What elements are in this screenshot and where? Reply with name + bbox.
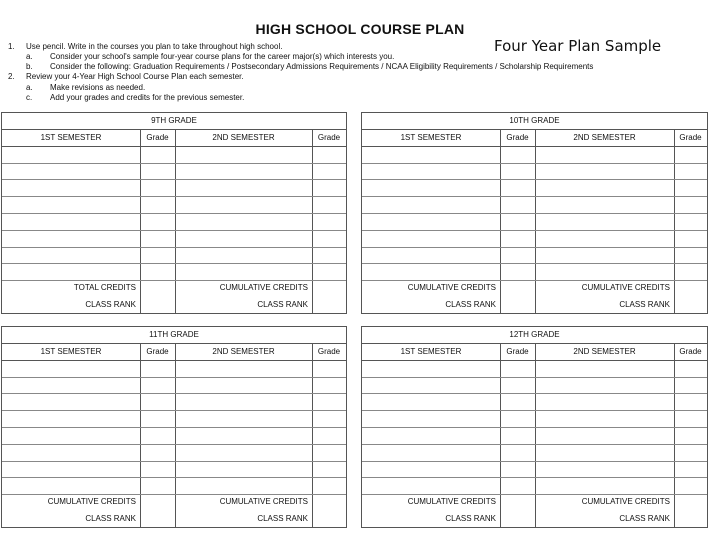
footer-credits-right: CUMULATIVE CREDITS xyxy=(581,283,670,292)
column-divider xyxy=(140,343,141,527)
course-entry-row[interactable] xyxy=(362,263,707,264)
grade-grid-g9 xyxy=(1,112,347,314)
footer-rank-right: CLASS RANK xyxy=(619,514,670,523)
footer-credits-right: CUMULATIVE CREDITS xyxy=(219,497,308,506)
grade-grid-g12 xyxy=(361,326,708,528)
course-entry-row[interactable] xyxy=(362,477,707,478)
column-divider xyxy=(674,343,675,527)
course-entry-row[interactable] xyxy=(2,461,346,462)
semester1-header: 1ST SEMESTER xyxy=(362,343,500,361)
grade-heading: 11TH GRADE xyxy=(2,327,346,344)
footer-rank-left: CLASS RANK xyxy=(445,300,496,309)
course-entry-row[interactable] xyxy=(362,196,707,197)
footer-credits-left: CUMULATIVE CREDITS xyxy=(407,283,496,292)
course-entry-row[interactable] xyxy=(2,393,346,394)
course-entry-row[interactable] xyxy=(2,230,346,231)
grade-heading: 10TH GRADE xyxy=(362,113,707,130)
course-entry-row[interactable] xyxy=(2,263,346,264)
grade-heading: 9TH GRADE xyxy=(2,113,346,130)
course-entry-row[interactable] xyxy=(2,377,346,378)
course-entry-row[interactable] xyxy=(362,461,707,462)
grade1-header: Grade xyxy=(500,129,535,147)
column-divider xyxy=(535,343,536,527)
grade2-header: Grade xyxy=(674,129,707,147)
course-entry-row[interactable] xyxy=(362,494,707,495)
page-title: HIGH SCHOOL COURSE PLAN xyxy=(255,21,465,37)
column-divider xyxy=(674,129,675,313)
course-entry-row[interactable] xyxy=(2,444,346,445)
semester1-header: 1ST SEMESTER xyxy=(362,129,500,147)
semester2-header: 2ND SEMESTER xyxy=(175,129,312,147)
course-entry-row[interactable] xyxy=(362,179,707,180)
course-entry-row[interactable] xyxy=(2,213,346,214)
semester2-header: 2ND SEMESTER xyxy=(175,343,312,361)
course-entry-row[interactable] xyxy=(2,427,346,428)
course-entry-row[interactable] xyxy=(362,247,707,248)
course-entry-row[interactable] xyxy=(362,377,707,378)
course-entry-row[interactable] xyxy=(362,213,707,214)
course-entry-row[interactable] xyxy=(2,280,346,281)
footer-rank-left: CLASS RANK xyxy=(445,514,496,523)
course-entry-row[interactable] xyxy=(2,494,346,495)
course-entry-row[interactable] xyxy=(362,427,707,428)
course-entry-row[interactable] xyxy=(2,196,346,197)
footer-rank-right: CLASS RANK xyxy=(619,300,670,309)
course-entry-row[interactable] xyxy=(362,393,707,394)
course-entry-row[interactable] xyxy=(362,444,707,445)
semester2-header: 2ND SEMESTER xyxy=(535,129,674,147)
column-divider xyxy=(175,343,176,527)
grade2-header: Grade xyxy=(674,343,707,361)
course-entry-row[interactable] xyxy=(2,477,346,478)
sample-label: Four Year Plan Sample xyxy=(494,37,662,55)
grade1-header: Grade xyxy=(140,343,175,361)
grade1-header: Grade xyxy=(500,343,535,361)
course-entry-row[interactable] xyxy=(362,280,707,281)
column-divider xyxy=(312,343,313,527)
grade2-header: Grade xyxy=(312,343,346,361)
column-divider xyxy=(312,129,313,313)
footer-credits-left: CUMULATIVE CREDITS xyxy=(47,497,136,506)
column-divider xyxy=(500,343,501,527)
footer-rank-right: CLASS RANK xyxy=(257,300,308,309)
footer-rank-left: CLASS RANK xyxy=(85,514,136,523)
course-entry-row[interactable] xyxy=(362,230,707,231)
course-entry-row[interactable] xyxy=(362,163,707,164)
course-entry-row[interactable] xyxy=(2,410,346,411)
grade1-header: Grade xyxy=(140,129,175,147)
course-entry-row[interactable] xyxy=(2,163,346,164)
footer-rank-right: CLASS RANK xyxy=(257,514,308,523)
grade2-header: Grade xyxy=(312,129,346,147)
grade-heading: 12TH GRADE xyxy=(362,327,707,344)
semester2-header: 2ND SEMESTER xyxy=(535,343,674,361)
footer-credits-right: CUMULATIVE CREDITS xyxy=(219,283,308,292)
column-divider xyxy=(500,129,501,313)
footer-credits-left: CUMULATIVE CREDITS xyxy=(407,497,496,506)
grade-grid-g10 xyxy=(361,112,708,314)
semester1-header: 1ST SEMESTER xyxy=(2,129,140,147)
column-divider xyxy=(535,129,536,313)
column-divider xyxy=(175,129,176,313)
footer-credits-right: CUMULATIVE CREDITS xyxy=(581,497,670,506)
course-entry-row[interactable] xyxy=(2,247,346,248)
semester1-header: 1ST SEMESTER xyxy=(2,343,140,361)
course-entry-row[interactable] xyxy=(2,179,346,180)
course-entry-row[interactable] xyxy=(362,410,707,411)
column-divider xyxy=(140,129,141,313)
footer-rank-left: CLASS RANK xyxy=(85,300,136,309)
footer-credits-left: TOTAL CREDITS xyxy=(73,283,136,292)
grade-grid-g11 xyxy=(1,326,347,528)
